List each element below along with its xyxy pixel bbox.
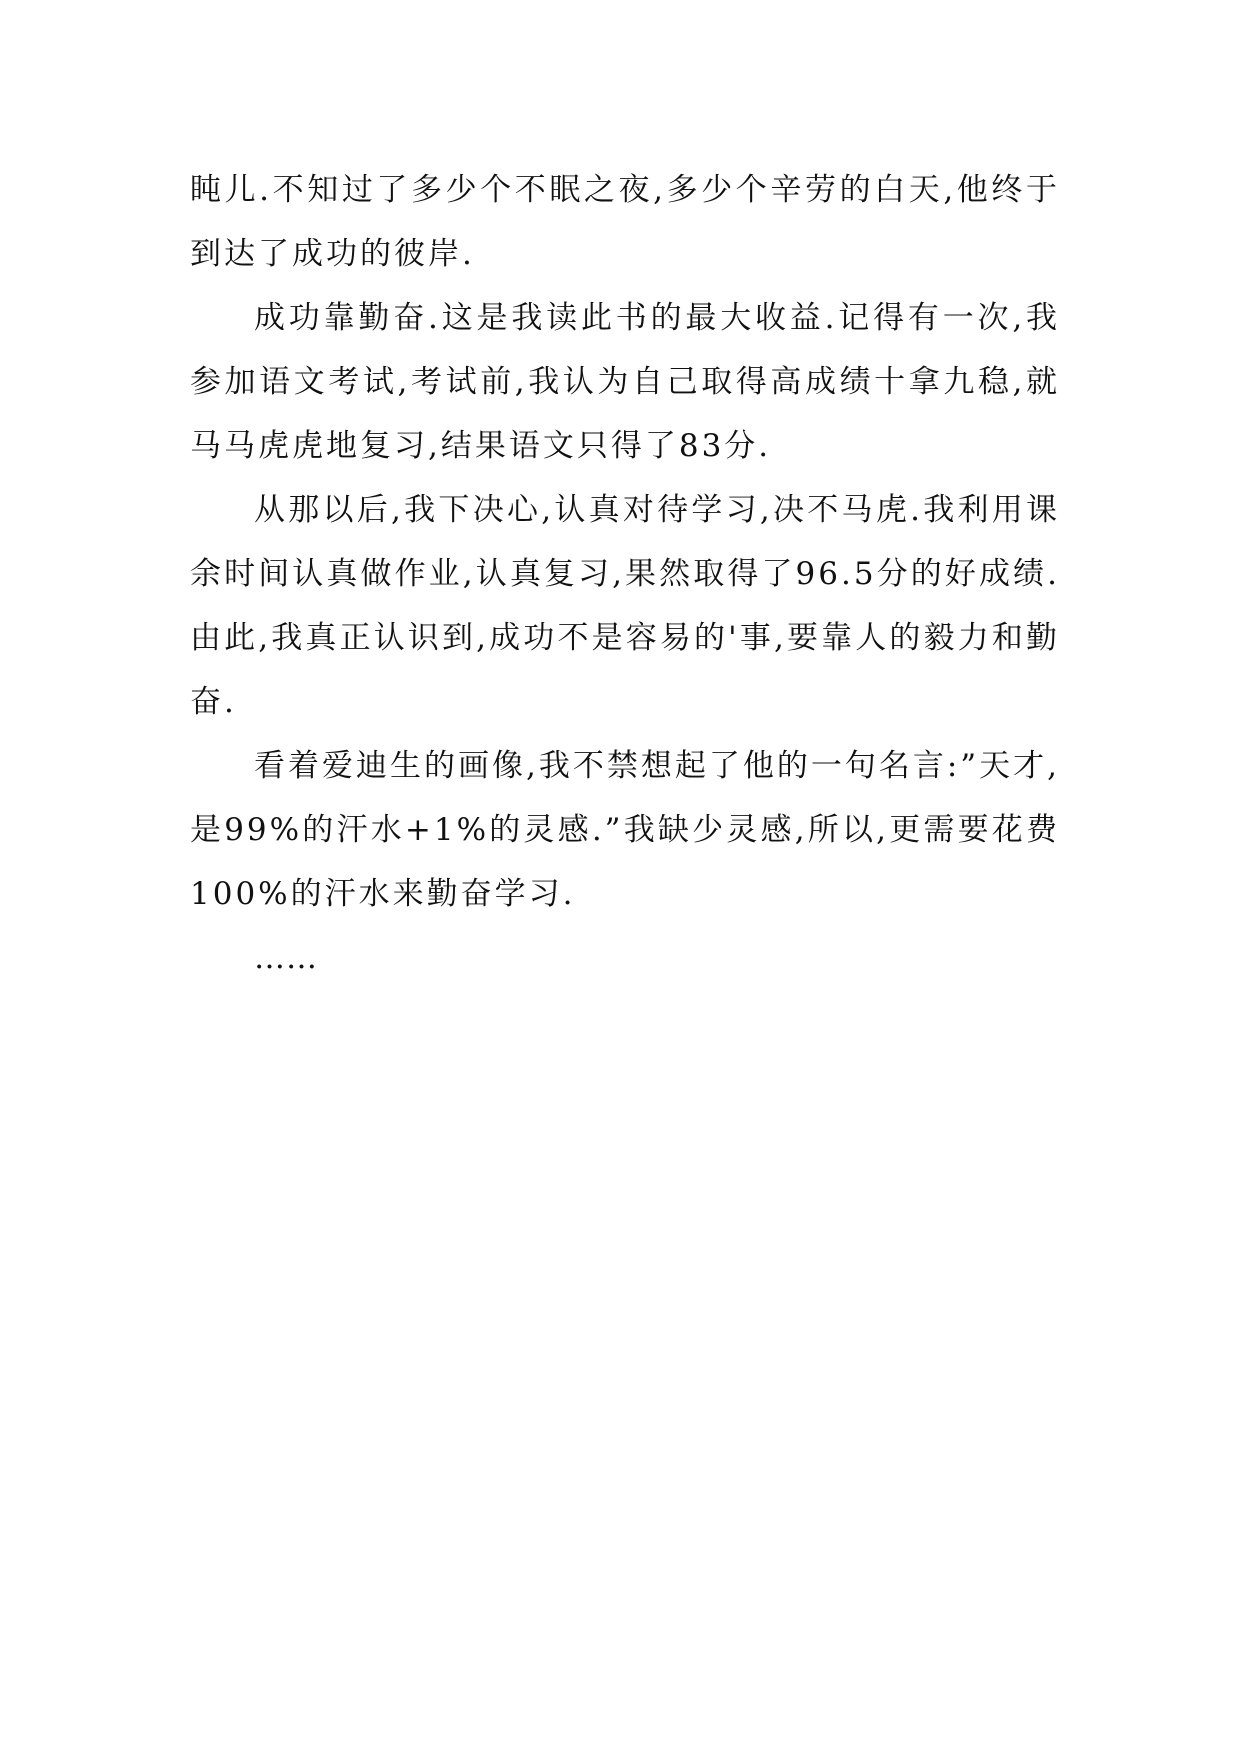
document-body — [190, 158, 1060, 990]
paragraph-edison-quote: 看着爱迪生的画像,我不禁想起了他的一句名言:”天才,是99%的汗水+1%的灵感.”我缺少灵感,所以,更需要花费100%的汗水来勤奋学习. — [190, 748, 1060, 912]
paragraph-from-then-on: 从那以后,我下决心,认真对待学习,决不马虎.我利用课余时间认真做作业,认真复习,果然取得了96.5分的好成绩.由此,我真正认识到,成功不是容易的'事,要靠人的毅力和勤奋. — [190, 492, 1060, 720]
paragraph-ellipsis: …… — [254, 940, 318, 976]
paragraph-continuation: 盹儿.不知过了多少个不眠之夜,多少个辛劳的白天,他终于到达了成功的彼岸. — [190, 172, 1060, 272]
paragraph-success-diligence: 成功靠勤奋.这是我读此书的最大收益.记得有一次,我参加语文考试,考试前,我认为自己取得高成绩十拿九稳,就马马虎虎地复习,结果语文只得了83分. — [190, 300, 1060, 464]
